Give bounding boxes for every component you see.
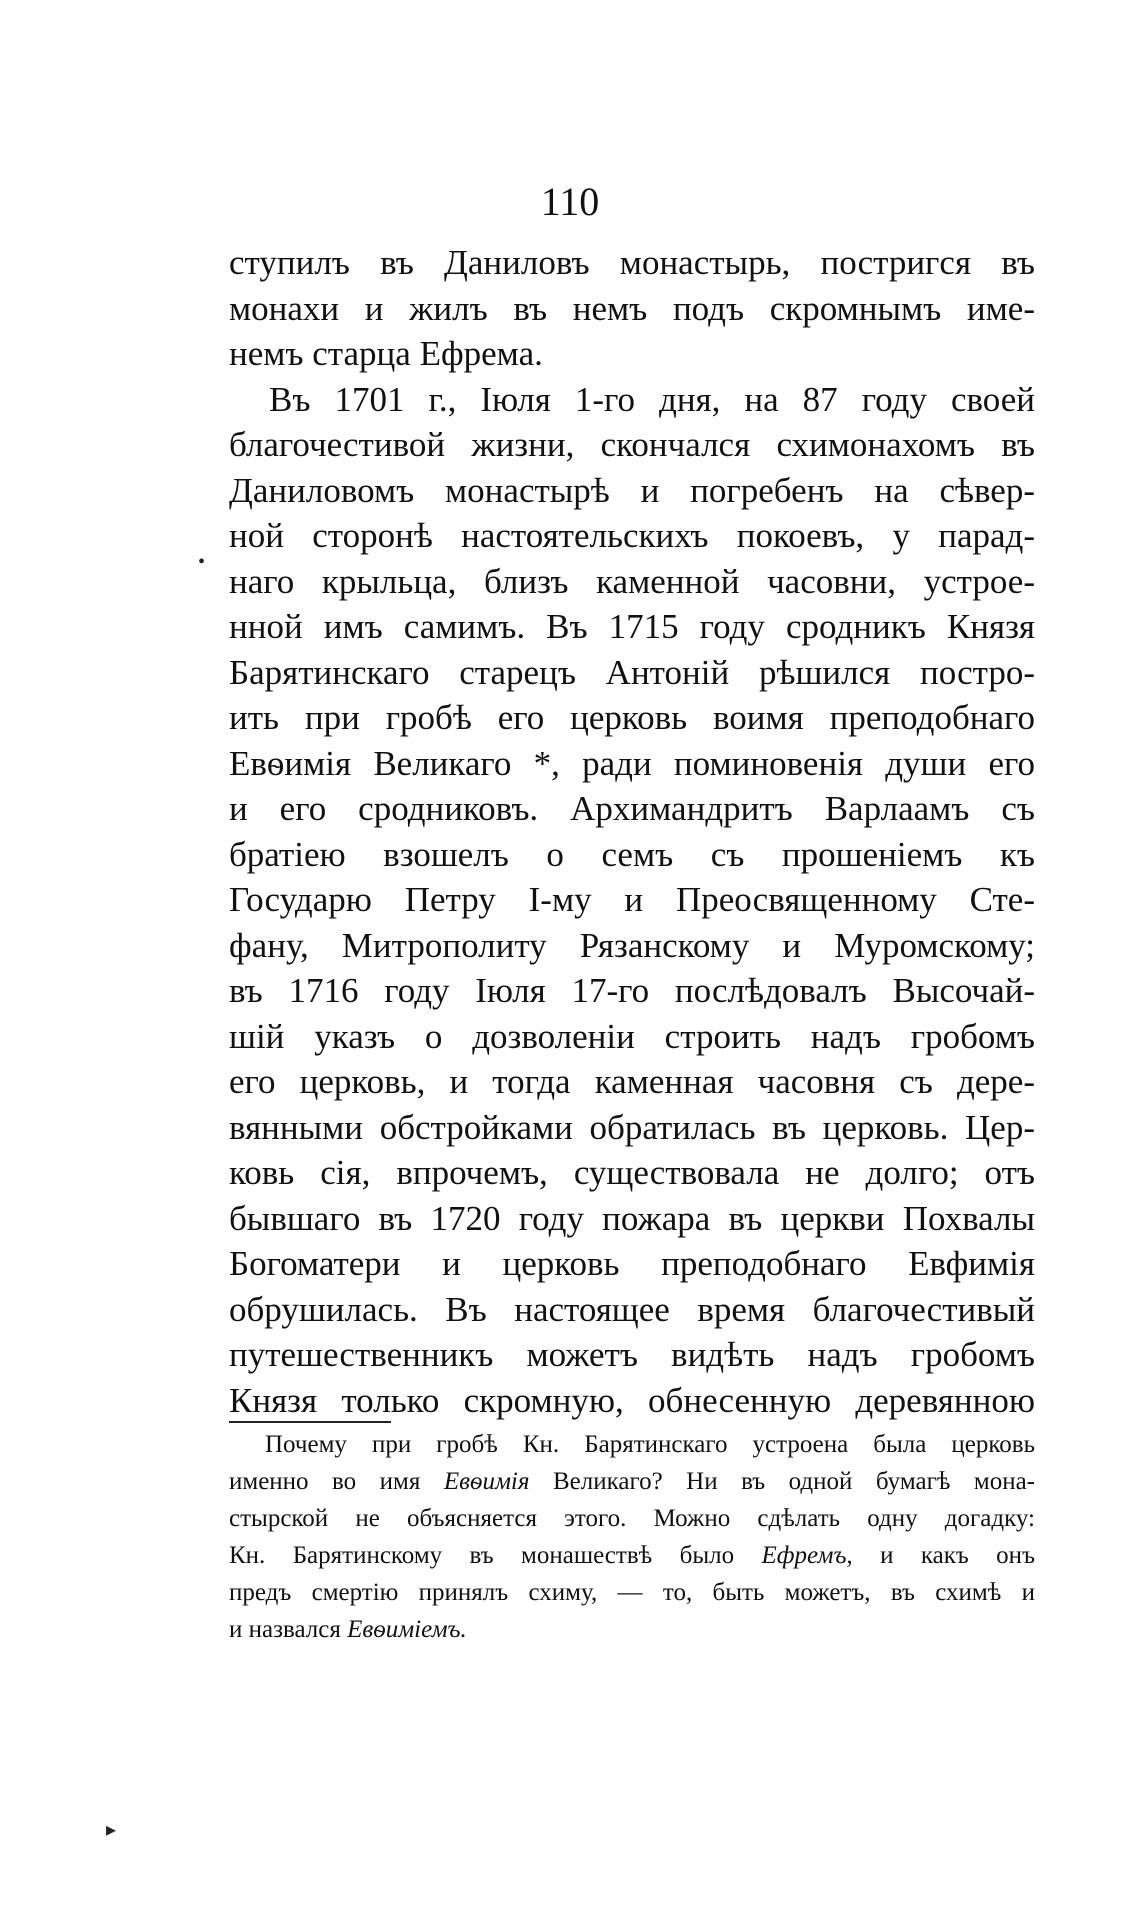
- footnote-line: стырской не объясняется этого. Можно сдѣлать одну догадку:: [229, 1505, 1035, 1532]
- ink-speck: •: [198, 551, 206, 573]
- body-text: [229, 240, 1035, 1423]
- text-line: монахи и жилъ въ немъ подъ скромнымъ име-: [229, 288, 1035, 328]
- footnote-text: и какъ онъ: [852, 1542, 1035, 1569]
- text-line: ступилъ въ Даниловъ монастырь, постригся въ: [229, 243, 1035, 282]
- text-line: ковь сія, впрочемъ, существовала не долго; отъ: [229, 1153, 1035, 1192]
- text-line: путешественникъ можетъ видѣть надъ гробомъ: [229, 1335, 1035, 1374]
- footnote-italic: Ефремъ,: [761, 1542, 853, 1569]
- text-line: фану, Митрополиту Рязанскому и Муромскому;: [229, 925, 1035, 965]
- ink-speck: ▸: [106, 1819, 117, 1841]
- footnote-text: именно во имя: [229, 1468, 444, 1495]
- text-line: Богоматери и церковь преподобнаго Евфимія: [229, 1244, 1035, 1283]
- text-line: обрушилась. Въ настоящее время благочестивый: [229, 1289, 1035, 1329]
- footnote-text: Кн. Барятинскому въ монашествѣ было: [229, 1542, 762, 1569]
- text-line: Государю Петру I-му и Преосвященному Сте-: [229, 880, 1035, 919]
- footnote-text: и назвался: [229, 1616, 348, 1643]
- text-line: братіею взошелъ о семъ съ прошеніемъ къ: [229, 834, 1035, 874]
- footnote-italic: Евѳимія: [443, 1468, 530, 1495]
- text-line: Евѳимія Великаго *, ради поминовенія души его: [229, 743, 1035, 783]
- text-line: вянными обстройками обратилась въ церковь. Цер-: [229, 1107, 1035, 1147]
- footnote-line: [229, 1537, 1035, 1574]
- text-line: и его сродниковъ. Архимандритъ Варлаамъ съ: [229, 789, 1035, 828]
- footnote: [229, 1426, 1035, 1648]
- text-line: шій указъ о дозволеніи строить надъ гробомъ: [229, 1016, 1035, 1056]
- footnote-line: [229, 1463, 1035, 1500]
- footnote-text: Великаго? Ни въ одной бумагѣ мона-: [529, 1468, 1035, 1495]
- text-line: ить при гробѣ его церковь воимя преподобнаго: [229, 698, 1035, 737]
- text-line: Барятинскаго старецъ Антоній рѣшился постро-: [229, 652, 1035, 692]
- text-line: благочестивой жизни, скончался схимонахомъ въ: [229, 425, 1035, 464]
- footnote-line: предъ смертію принялъ схиму, — то, быть можетъ, въ схимѣ и: [229, 1579, 1035, 1606]
- paragraph-start-line: Въ 1701 г., Іюля 1-го дня, на 87 году своей: [269, 379, 1035, 419]
- text-line: въ 1716 году Іюля 17-го послѣдовалъ Высочай-: [229, 971, 1035, 1010]
- page-number: 110: [540, 179, 600, 224]
- footnote-rule: [229, 1421, 391, 1423]
- text-line: Даниловомъ монастырѣ и погребенъ на сѣвер-: [229, 470, 1035, 510]
- text-line: нной имъ самимъ. Въ 1715 году сродникъ Князя: [229, 607, 1035, 646]
- footnote-italic: Евѳиміемъ.: [347, 1616, 467, 1643]
- text-line: бывшаго въ 1720 году пожара въ церкви Похвалы: [229, 1198, 1035, 1238]
- text-line: ной сторонѣ настоятельскихъ покоевъ, у парад-: [229, 516, 1035, 555]
- footnote-line: Почему при гробѣ Кн. Барятинскаго устроена была церковь: [265, 1431, 1035, 1458]
- text-line: наго крыльца, близъ каменной часовни, устрое-: [229, 561, 1035, 601]
- footnote-line: [229, 1611, 1035, 1648]
- text-line: немъ старца Ефрема.: [229, 334, 543, 373]
- text-line: Князя только скромную, обнесенную деревянною: [229, 1380, 1035, 1420]
- text-line: его церковь, и тогда каменная часовня съ дере-: [229, 1062, 1035, 1101]
